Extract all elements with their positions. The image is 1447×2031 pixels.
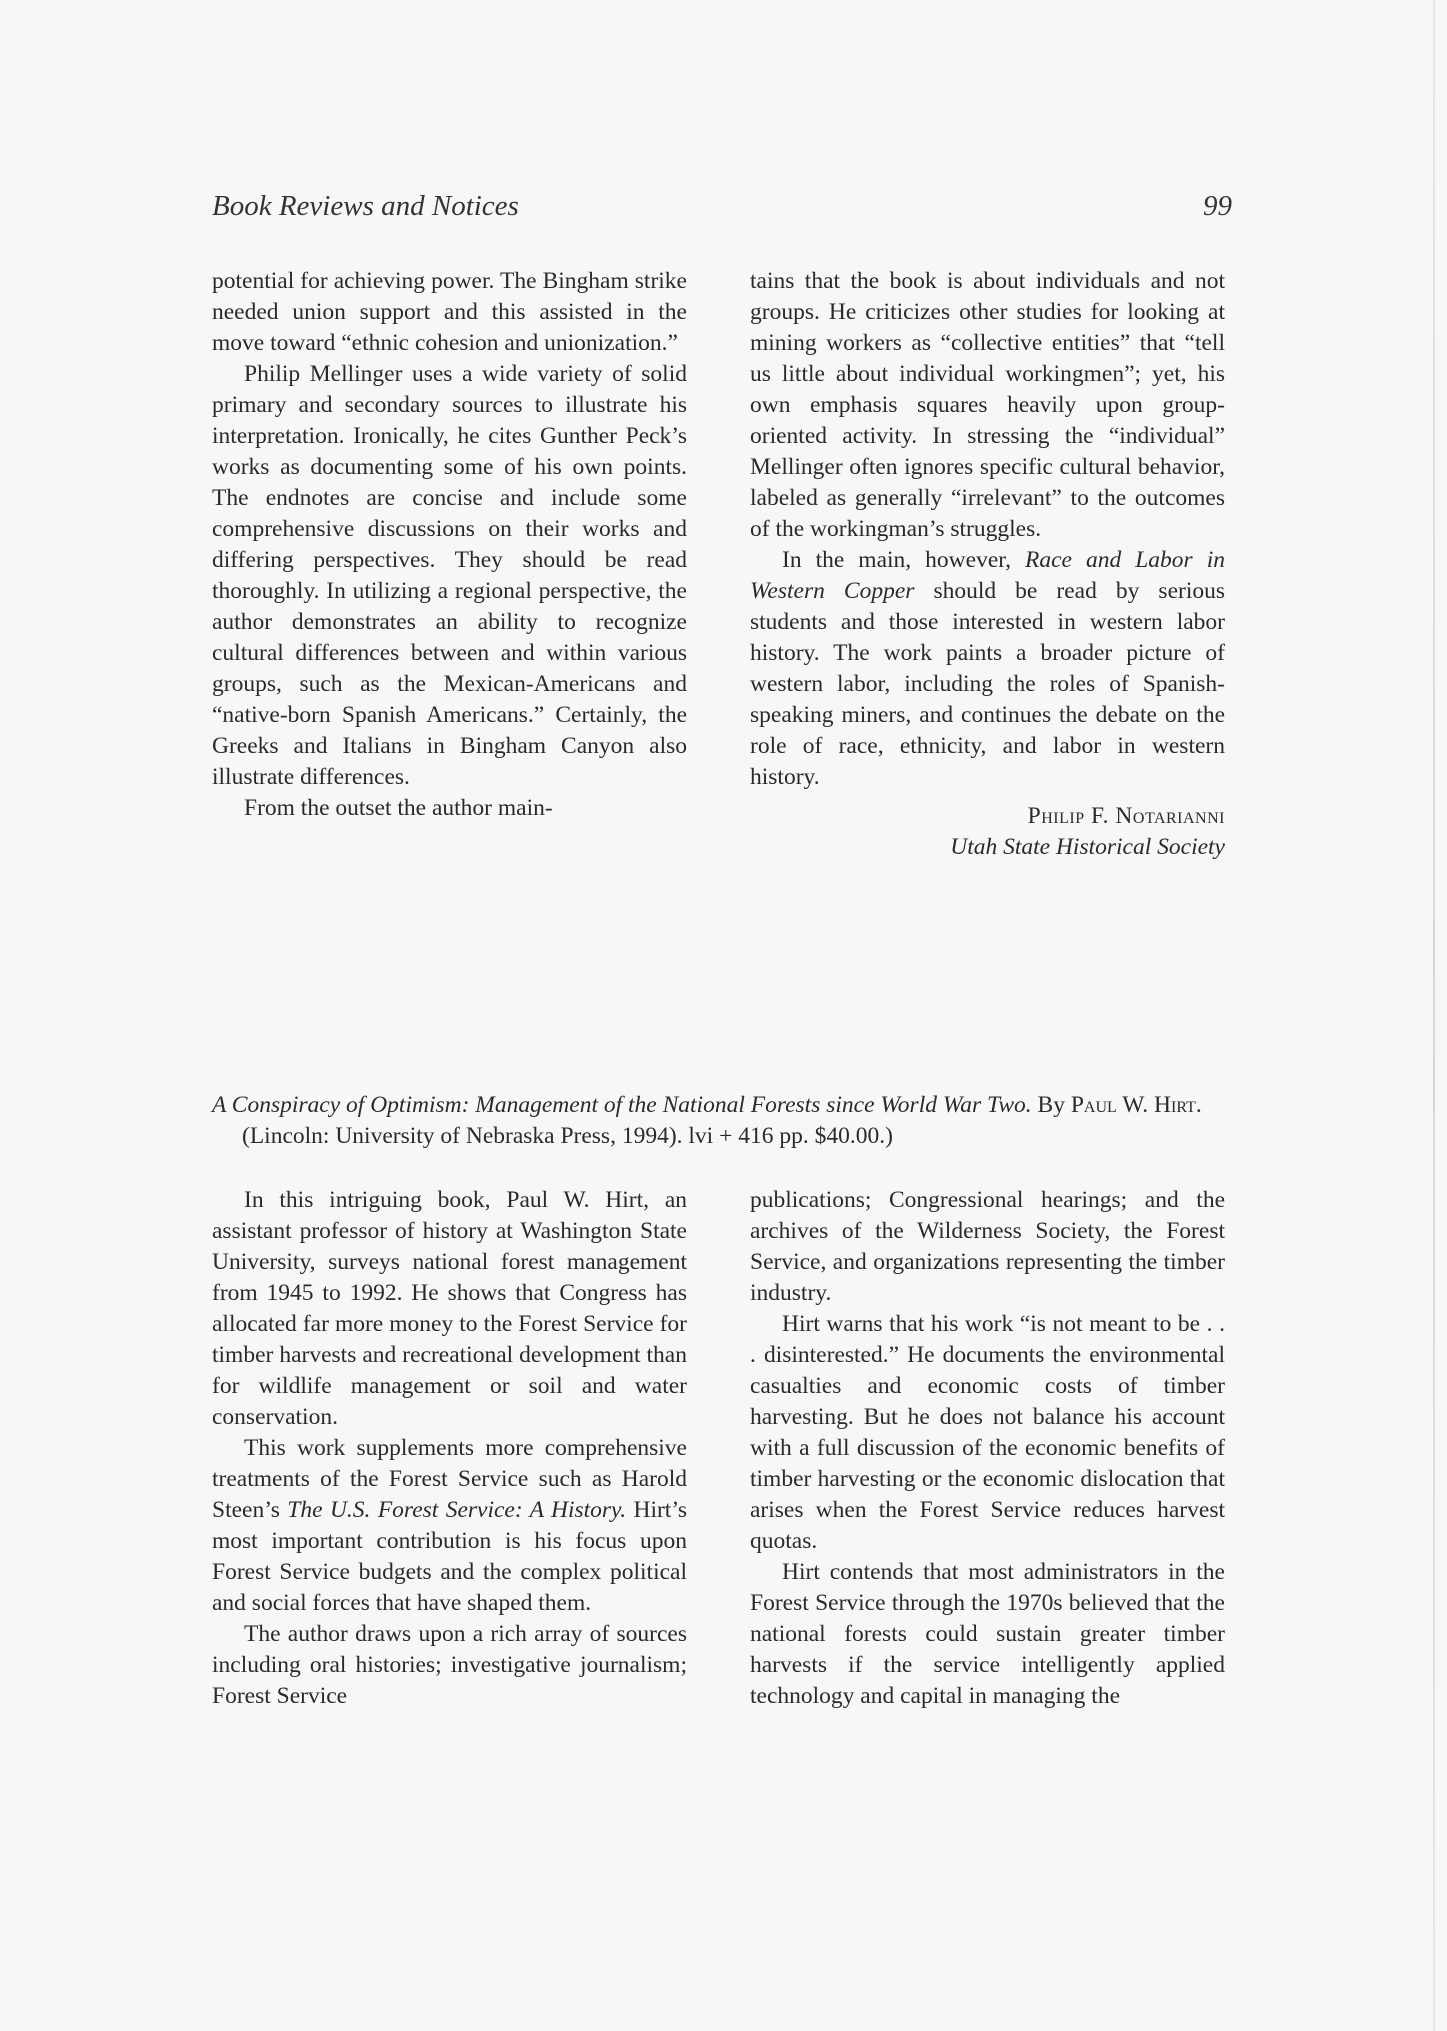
paragraph: Hirt contends that most administrators in the Forest Service through the 1970s believed that the national forests could sustain greater timber harvests if the service intelligently applied technology and capital in managing the [750, 1559, 1225, 1709]
text-run: should be read by serious students and those interested in western labor history. The work paints a broader picture of western labor, including the roles of Spanish-speaking miners, and continues the debate on the role of race, ethnicity, and labor in western history. [750, 578, 1225, 790]
review1-column-right [750, 266, 1225, 863]
paragraph: Hirt warns that his work “is not meant to be . . . disinterested.” He documents the environmental casualties and economic costs of timber harvesting. But he does not balance his account with a full discussion of the economic benefits of timber harvesting or the economic dislocation that arises when the Forest Service reduces harvest quotas. [750, 1311, 1225, 1554]
paragraph [750, 545, 1225, 793]
citation-author: Paul W. Hirt [1070, 1092, 1196, 1118]
text-run: This work supplements more comprehensive treatments of the Forest Service such as Harold Steen’s [212, 1435, 687, 1523]
text-run: In the main, however, [782, 547, 1026, 573]
paragraph: potential for achieving power. The Bingham strike needed union support and this assisted in the move toward “ethnic cohesion and unionization.” [212, 268, 687, 356]
paragraph [212, 1433, 687, 1619]
book-title: The U.S. Forest Service: A History. [287, 1497, 627, 1523]
review1-column-left [212, 266, 687, 824]
reviewer-name: Philip F. Notarianni [1027, 803, 1225, 829]
paragraph: The author draws upon a rich array of sources including oral histories; investigative journalism; Forest Service [212, 1621, 687, 1709]
citation-by: By [1031, 1092, 1071, 1118]
review2-column-left [212, 1185, 687, 1712]
text-run: Hirt’s most important contribution is his focus upon Forest Service budgets and the complex political and social forces that have shaped them. [212, 1497, 688, 1616]
book-citation [212, 1090, 1232, 1152]
page-number: 99 [1203, 190, 1232, 222]
book-title: Race and Labor in Western Copper [750, 547, 1225, 604]
paragraph: From the outset the author main- [244, 795, 553, 821]
running-head [212, 190, 1232, 223]
paragraph: In this intriguing book, Paul W. Hirt, an assistant professor of history at Washington State University, surveys national forest management from 1945 to 1992. He shows that Congress has allocated far more money to the Forest Service for timber harvests and recreational development than for wildlife management or soil and water conservation. [212, 1187, 687, 1430]
review2-column-right [750, 1185, 1225, 1712]
running-title: Book Reviews and Notices [212, 190, 519, 222]
citation-title: A Conspiracy of Optimism: Management of the National Forests since World War Two. [212, 1092, 1032, 1118]
paragraph: tains that the book is about individuals and not groups. He criticizes other studies for looking at mining workers as “collective entities” that “tell us little about individual workingmen”; yet, his own emphasis squares heavily upon group-oriented activity. In stressing the “individual” Mellinger often ignores specific cultural behavior, labeled as generally “irrelevant” to the outcomes of the workingman’s struggles. [750, 268, 1225, 542]
reviewer-signature [750, 801, 1225, 863]
paragraph: publications; Congressional hearings; and the archives of the Wilderness Society, the Forest Service, and organizations representing the timber industry. [750, 1187, 1225, 1306]
page-edge-shadow [1433, 0, 1435, 2031]
citation-details: . (Lincoln: University of Nebraska Press, 1994). lvi + 416 pp. $40.00.) [242, 1092, 1202, 1149]
paragraph: Philip Mellinger uses a wide variety of solid primary and secondary sources to illustrate his interpretation. Ironically, he cites Gunther Peck’s works as documenting some of his own points. The endnotes are concise and include some comprehensive discussions on their works and differing perspectives. They should be read thoroughly. In utilizing a regional perspective, the author demonstrates an ability to recognize cultural differences between and within various groups, such as the Mexican-Americans and “native-born Spanish Americans.” Certainly, the Greeks and Italians in Bingham Canyon also illustrate differences. [212, 361, 687, 790]
reviewer-affiliation: Utah State Historical Society [950, 834, 1225, 860]
